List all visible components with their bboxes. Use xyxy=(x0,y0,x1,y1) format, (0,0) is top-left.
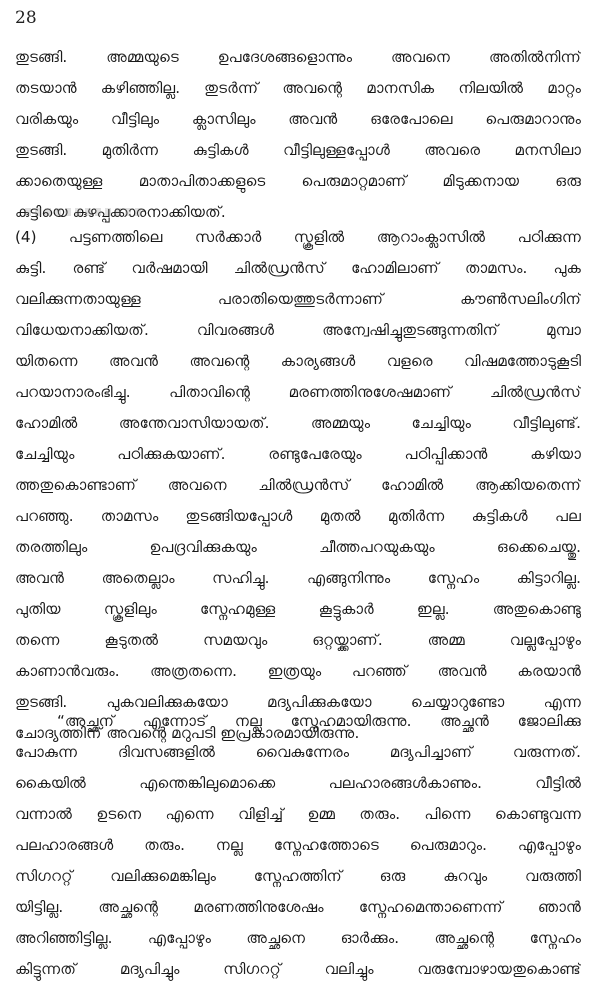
text-line: വന്നാൽ ഉടനെ എന്നെ വിളിച്ച് ഉമ്മ തരും. പിന്നെ കൊണ്ടുവന്ന xyxy=(15,805,581,823)
text-line: തുടങ്ങി. പുകവലിക്കുകയോ മദ്യപിക്കുകയോ ചെയ്യാറുണ്ടോ എന്ന xyxy=(15,693,581,711)
paragraph-3 xyxy=(15,706,581,985)
text-line: ക്കാതെയുള്ള മാതാപിതാക്കളുടെ പെരുമാറ്റമാണ് മിടുക്കനായ ഒരു xyxy=(15,172,581,190)
paragraph-1 xyxy=(15,42,581,228)
faint-scan-smudge xyxy=(25,208,145,216)
text-line: യിതന്നെ അവൻ അവന്റെ കാര്യങ്ങൾ വളരെ വിഷമത്തോടുകൂടി xyxy=(15,352,581,370)
text-line: (4) പട്ടണത്തിലെ സർക്കാർ സ്കൂളിൽ ആറാംക്ലാസിൽ പഠിക്കുന്ന xyxy=(15,228,581,246)
text-line: കൈയിൽ എന്തെങ്കിലുമൊക്കെ പലഹാരങ്ങൾകാണും. വീട്ടിൽ xyxy=(15,774,581,792)
text-line: പോകുന്ന ദിവസങ്ങളിൽ വൈകുന്നേരം മദ്യപിച്ചാണ് വരുന്നത്. xyxy=(15,743,581,761)
text-line: “അച്ഛന് എന്നോട് നല്ല സ്നേഹമായിരുന്നു. അച്ഛൻ ജോലിക്കു xyxy=(57,712,581,730)
paragraph-2 xyxy=(15,222,581,749)
text-line: വലിക്കുന്നതായുള്ള പരാതിയെത്തുടർന്നാണ് കൗൺസലിംഗിന് xyxy=(15,290,581,308)
text-line: പറഞ്ഞു. താമസം തുടങ്ങിയപ്പോൾ മുതൽ മുതിർന്ന കുട്ടികൾ പല xyxy=(15,507,581,525)
text-line: പറയാനാരംഭിച്ചു. പിതാവിന്റെ മരണത്തിനുശേഷമാണ് ചിൽഡ്രൻസ് xyxy=(15,383,581,401)
text-line: തുടങ്ങി. മുതിർന്ന കുട്ടികൾ വീട്ടിലുള്ളപ്പോൾ അവരെ മനസിലാ xyxy=(15,141,581,159)
text-line: ത്തതുകൊണ്ടാണ് അവനെ ചിൽഡ്രൻസ് ഹോമിൽ ആക്കിയതെന്ന് xyxy=(15,476,581,494)
text-line: വിധേയനാക്കിയത്. വിവരങ്ങൾ അന്വേഷിച്ചുതുടങ്ങുന്നതിന് മുമ്പാ xyxy=(15,321,581,339)
text-line: യിട്ടില്ല. അച്ഛന്റെ മരണത്തിനുശേഷം സ്നേഹമെന്താണെന്ന് ഞാൻ xyxy=(15,898,581,916)
text-line: ഹോമിൽ അന്തേവാസിയായത്. അമ്മയും ചേച്ചിയും വീട്ടിലുണ്ട്. xyxy=(15,414,581,432)
text-line: തുടങ്ങി. അമ്മയുടെ ഉപദേശങ്ങളൊന്നും അവനെ അതിൽനിന്ന് xyxy=(15,48,581,66)
text-line: വരികയും വീട്ടിലും ക്ലാസിലും അവൻ ഒരേപോലെ പെരുമാറാനും xyxy=(15,110,581,128)
page-number: 28 xyxy=(15,8,37,28)
text-line: സിഗററ്റ് വലിക്കുമെങ്കിലും സ്നേഹത്തിന് ഒരു കുറവും വരുത്തി xyxy=(15,867,581,885)
text-line: കിട്ടുന്നത് മദ്യപിച്ചും സിഗററ്റ് വലിച്ചും വരുമ്പോഴായതുകൊണ്ട് xyxy=(15,960,581,978)
text-line: ചോദ്യത്തിന് അവന്റെ മറുപടി ഇപ്രകാരമായിരുന്നു. xyxy=(15,724,360,742)
text-line: തന്നെ കൂടുതൽ സമയവും ഒറ്റയ്ക്കാണ്. അമ്മ വല്ലപ്പോഴും xyxy=(15,631,581,649)
text-line: പുതിയ സ്കൂളിലും സ്നേഹമുള്ള കൂട്ടുകാർ ഇല്ല. അതുകൊണ്ടു xyxy=(15,600,581,618)
text-line: അവൻ അതെല്ലാം സഹിച്ചു. എങ്ങുനിന്നും സ്നേഹം കിട്ടാറില്ല. xyxy=(15,569,581,587)
text-line: തരത്തിലും ഉപദ്രവിക്കുകയും ചീത്തപറയുകയും ഒക്കെചെയ്തു. xyxy=(15,538,581,556)
text-line: അറിഞ്ഞിട്ടില്ല. എപ്പോഴും അച്ഛനെ ഓർക്കും. അച്ഛന്റെ സ്നേഹം xyxy=(15,929,581,947)
text-line: കാണാൻവരും. അത്രതന്നെ. ഇത്രയും പറഞ്ഞ് അവൻ കരയാൻ xyxy=(15,662,581,680)
text-line: തടയാൻ കഴിഞ്ഞില്ല. തുടർന്ന് അവന്റെ മാനസിക നിലയിൽ മാറ്റം xyxy=(15,79,581,97)
text-line: പലഹാരങ്ങൾ തരും. നല്ല സ്നേഹത്തോടെ പെരുമാറും. എപ്പോഴും xyxy=(15,836,581,854)
text-line: കുട്ടി. രണ്ട് വർഷമായി ചിൽഡ്രൻസ് ഹോമിലാണ് താമസം. പുക xyxy=(15,259,581,277)
text-line: കുട്ടിയെ കുഴപ്പക്കാരനാക്കിയത്. xyxy=(15,203,226,221)
text-line: ചേച്ചിയും പഠിക്കുകയാണ്. രണ്ടുപേരേയും പഠിപ്പിക്കാൻ കഴിയാ xyxy=(15,445,581,463)
